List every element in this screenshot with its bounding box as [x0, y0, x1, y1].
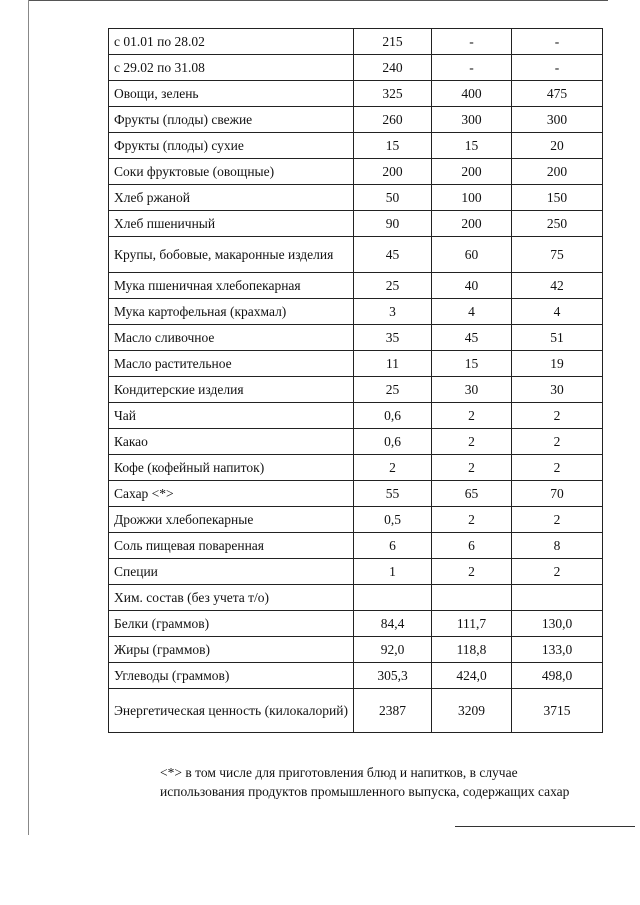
- table-row: [109, 29, 603, 55]
- norm-value-cell-col2: 200: [432, 159, 512, 185]
- table-row: [109, 637, 603, 663]
- product-name-cell: Углеводы (граммов): [109, 663, 354, 689]
- norm-value-cell-col1: 25: [354, 273, 432, 299]
- norm-value-cell-col3: 51: [512, 325, 603, 351]
- norm-value-cell-col2: 60: [432, 237, 512, 273]
- norm-value-cell-col3: 8: [512, 533, 603, 559]
- norm-value-cell-col2: 30: [432, 377, 512, 403]
- table-row: [109, 611, 603, 637]
- table-row: [109, 211, 603, 237]
- table-row: [109, 351, 603, 377]
- table-row: [109, 273, 603, 299]
- norm-value-cell-col1: 92,0: [354, 637, 432, 663]
- product-name-cell: с 01.01 по 28.02: [109, 29, 354, 55]
- norm-value-cell-col3: 42: [512, 273, 603, 299]
- norm-value-cell-col1: 90: [354, 211, 432, 237]
- table-row: [109, 663, 603, 689]
- product-name-cell: Хим. состав (без учета т/о): [109, 585, 354, 611]
- table-row: [109, 533, 603, 559]
- product-name-cell: Масло растительное: [109, 351, 354, 377]
- norm-value-cell-col2: -: [432, 29, 512, 55]
- norm-value-cell-col2: 111,7: [432, 611, 512, 637]
- norm-value-cell-col3: 3715: [512, 689, 603, 733]
- table-row: [109, 237, 603, 273]
- table-row: [109, 133, 603, 159]
- norm-value-cell-col1: 305,3: [354, 663, 432, 689]
- product-name-cell: Крупы, бобовые, макаронные изделия: [109, 237, 354, 273]
- top-border-line: [28, 0, 608, 1]
- footnote-line-1: <*> в том числе для приготовления блюд и напитков, в случае: [160, 765, 518, 780]
- norm-value-cell-col1: 45: [354, 237, 432, 273]
- norm-value-cell-col2: 40: [432, 273, 512, 299]
- norm-value-cell-col2: 65: [432, 481, 512, 507]
- product-name-cell: Хлеб пшеничный: [109, 211, 354, 237]
- product-name-cell: Фрукты (плоды) свежие: [109, 107, 354, 133]
- norm-value-cell-col1: 2: [354, 455, 432, 481]
- norm-value-cell-col2: 6: [432, 533, 512, 559]
- norm-value-cell-col3: 300: [512, 107, 603, 133]
- table-row: [109, 299, 603, 325]
- product-name-cell: Сахар <*>: [109, 481, 354, 507]
- norm-value-cell-col2: 2: [432, 507, 512, 533]
- norm-value-cell-col3: 19: [512, 351, 603, 377]
- table-row: [109, 455, 603, 481]
- norm-value-cell-col3: 2: [512, 403, 603, 429]
- product-name-cell: Хлеб ржаной: [109, 185, 354, 211]
- norm-value-cell-col1: 2387: [354, 689, 432, 733]
- norm-value-cell-col3: -: [512, 55, 603, 81]
- norm-value-cell-col1: [354, 585, 432, 611]
- product-name-cell: Фрукты (плоды) сухие: [109, 133, 354, 159]
- table-row: [109, 559, 603, 585]
- norm-value-cell-col3: 2: [512, 507, 603, 533]
- norm-value-cell-col2: 15: [432, 133, 512, 159]
- norm-value-cell-col3: 75: [512, 237, 603, 273]
- norm-value-cell-col2: -: [432, 55, 512, 81]
- norm-value-cell-col2: [432, 585, 512, 611]
- norm-value-cell-col1: 50: [354, 185, 432, 211]
- norm-value-cell-col1: 325: [354, 81, 432, 107]
- table-row: [109, 429, 603, 455]
- product-name-cell: Мука картофельная (крахмал): [109, 299, 354, 325]
- norm-value-cell-col2: 424,0: [432, 663, 512, 689]
- norm-value-cell-col3: 2: [512, 429, 603, 455]
- norm-value-cell-col1: 1: [354, 559, 432, 585]
- norm-value-cell-col3: -: [512, 29, 603, 55]
- norm-value-cell-col1: 0,6: [354, 429, 432, 455]
- norm-value-cell-col3: 475: [512, 81, 603, 107]
- norm-value-cell-col1: 260: [354, 107, 432, 133]
- norm-value-cell-col3: 2: [512, 455, 603, 481]
- norm-value-cell-col3: 20: [512, 133, 603, 159]
- product-name-cell: Кондитерские изделия: [109, 377, 354, 403]
- norm-value-cell-col1: 240: [354, 55, 432, 81]
- table-row: [109, 185, 603, 211]
- norm-value-cell-col2: 2: [432, 429, 512, 455]
- product-name-cell: Жиры (граммов): [109, 637, 354, 663]
- norm-value-cell-col3: 133,0: [512, 637, 603, 663]
- product-name-cell: Соки фруктовые (овощные): [109, 159, 354, 185]
- food-norms-table-body: [109, 29, 603, 733]
- norm-value-cell-col2: 3209: [432, 689, 512, 733]
- left-margin-line: [28, 0, 29, 835]
- table-row: [109, 689, 603, 733]
- product-name-cell: Соль пищевая поваренная: [109, 533, 354, 559]
- table-row: [109, 325, 603, 351]
- norm-value-cell-col2: 118,8: [432, 637, 512, 663]
- norm-value-cell-col2: 4: [432, 299, 512, 325]
- norm-value-cell-col3: 150: [512, 185, 603, 211]
- product-name-cell: Белки (граммов): [109, 611, 354, 637]
- table-row: [109, 507, 603, 533]
- norm-value-cell-col2: 200: [432, 211, 512, 237]
- norm-value-cell-col2: 45: [432, 325, 512, 351]
- table-row: [109, 159, 603, 185]
- product-name-cell: Дрожжи хлебопекарные: [109, 507, 354, 533]
- norm-value-cell-col3: [512, 585, 603, 611]
- product-name-cell: Энергетическая ценность (килокалорий): [109, 689, 354, 733]
- product-name-cell: Специи: [109, 559, 354, 585]
- table-row: [109, 481, 603, 507]
- norm-value-cell-col1: 0,6: [354, 403, 432, 429]
- norm-value-cell-col2: 2: [432, 403, 512, 429]
- table-row: [109, 81, 603, 107]
- norm-value-cell-col1: 55: [354, 481, 432, 507]
- norm-value-cell-col2: 2: [432, 559, 512, 585]
- norm-value-cell-col1: 25: [354, 377, 432, 403]
- footnote-line-2: использования продуктов промышленного выпуска, содержащих сахар: [160, 784, 570, 799]
- product-name-cell: Мука пшеничная хлебопекарная: [109, 273, 354, 299]
- product-name-cell: Чай: [109, 403, 354, 429]
- norm-value-cell-col1: 0,5: [354, 507, 432, 533]
- norm-value-cell-col3: 200: [512, 159, 603, 185]
- norm-value-cell-col1: 11: [354, 351, 432, 377]
- norm-value-cell-col3: 130,0: [512, 611, 603, 637]
- table-row: [109, 403, 603, 429]
- norm-value-cell-col1: 6: [354, 533, 432, 559]
- norm-value-cell-col1: 3: [354, 299, 432, 325]
- table-row: [109, 107, 603, 133]
- norm-value-cell-col2: 400: [432, 81, 512, 107]
- table-row: [109, 585, 603, 611]
- norm-value-cell-col2: 15: [432, 351, 512, 377]
- product-name-cell: Какао: [109, 429, 354, 455]
- footnote: [124, 763, 602, 801]
- product-name-cell: Овощи, зелень: [109, 81, 354, 107]
- norm-value-cell-col3: 30: [512, 377, 603, 403]
- norm-value-cell-col3: 250: [512, 211, 603, 237]
- footnote-separator-line: [455, 826, 635, 827]
- product-name-cell: Масло сливочное: [109, 325, 354, 351]
- norm-value-cell-col1: 35: [354, 325, 432, 351]
- table-row: [109, 377, 603, 403]
- norm-value-cell-col2: 100: [432, 185, 512, 211]
- norm-value-cell-col3: 4: [512, 299, 603, 325]
- norm-value-cell-col1: 15: [354, 133, 432, 159]
- norm-value-cell-col1: 200: [354, 159, 432, 185]
- norm-value-cell-col1: 84,4: [354, 611, 432, 637]
- norm-value-cell-col3: 70: [512, 481, 603, 507]
- food-norms-table: [108, 28, 603, 733]
- product-name-cell: с 29.02 по 31.08: [109, 55, 354, 81]
- norm-value-cell-col2: 300: [432, 107, 512, 133]
- norm-value-cell-col1: 215: [354, 29, 432, 55]
- norm-value-cell-col3: 498,0: [512, 663, 603, 689]
- table-row: [109, 55, 603, 81]
- norm-value-cell-col2: 2: [432, 455, 512, 481]
- product-name-cell: Кофе (кофейный напиток): [109, 455, 354, 481]
- norm-value-cell-col3: 2: [512, 559, 603, 585]
